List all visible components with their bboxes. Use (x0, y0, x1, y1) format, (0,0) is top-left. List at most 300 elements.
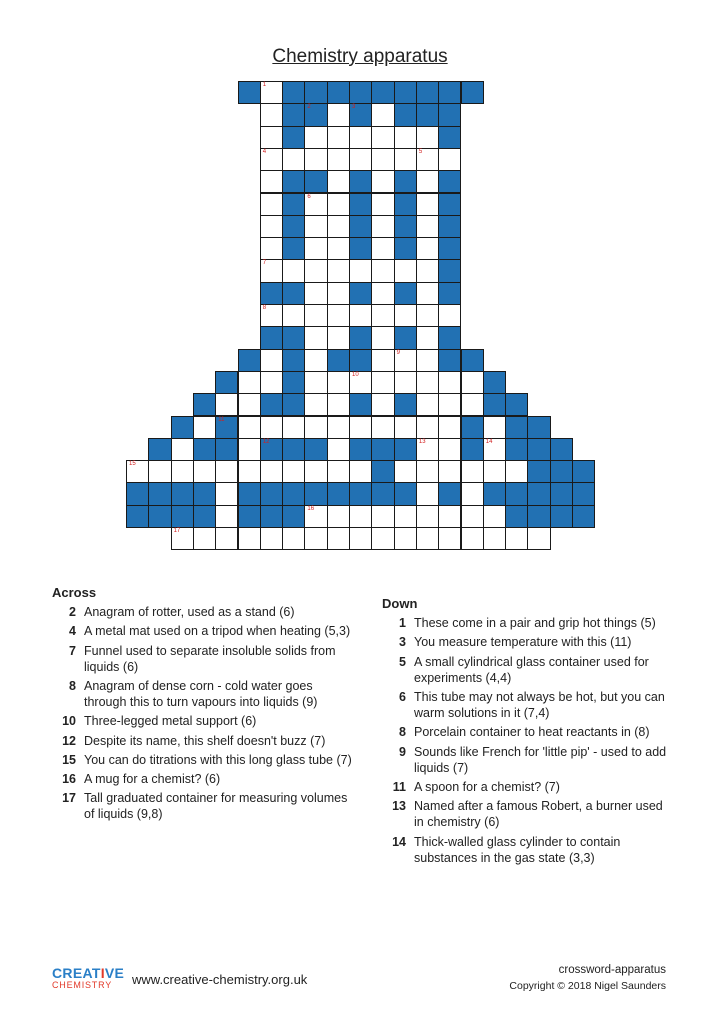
grid-cell-white[interactable] (416, 126, 439, 149)
clue-text: Sounds like French for 'little pip' - used to add liquids (7) (414, 744, 667, 775)
grid-cell-blue (416, 81, 439, 104)
down-heading: Down (382, 596, 418, 611)
logo-text: CREAT (52, 965, 101, 981)
clue-number-label: 9 (396, 349, 400, 356)
grid-cell-blue (394, 282, 417, 305)
grid-cell-white[interactable] (260, 81, 283, 104)
grid-cell-white[interactable] (438, 460, 461, 483)
grid-cell-white[interactable] (282, 304, 305, 327)
grid-cell-white[interactable] (371, 416, 394, 439)
clue-item (52, 643, 352, 675)
grid-cell-white[interactable] (483, 505, 506, 528)
grid-cell-blue (505, 482, 528, 505)
grid-cell-blue (148, 482, 171, 505)
grid-cell-white[interactable] (461, 371, 484, 394)
grid-cell-white[interactable] (438, 438, 461, 461)
clue-item (52, 713, 352, 729)
grid-cell-blue (438, 215, 461, 238)
grid-cell-white[interactable] (483, 438, 506, 461)
clue-number-label: 13 (418, 438, 426, 445)
grid-cell-white[interactable] (416, 371, 439, 394)
grid-cell-white[interactable] (371, 148, 394, 171)
grid-cell-white[interactable] (371, 282, 394, 305)
grid-cell-blue (171, 505, 194, 528)
grid-cell-blue (260, 482, 283, 505)
grid-cell-white[interactable] (260, 416, 283, 439)
grid-cell-white[interactable] (527, 527, 550, 550)
grid-cell-white[interactable] (260, 237, 283, 260)
grid-cell-white[interactable] (505, 527, 528, 550)
clue-text: These come in a pair and grip hot things (5) (414, 616, 656, 631)
grid-cell-white[interactable] (327, 237, 350, 260)
grid-cell-white[interactable] (260, 148, 283, 171)
grid-cell-white[interactable] (349, 126, 372, 149)
grid-cell-blue (349, 482, 372, 505)
grid-cell-white[interactable] (327, 304, 350, 327)
grid-cell-blue (238, 349, 261, 372)
grid-cell-white[interactable] (371, 527, 394, 550)
clue-number-label: 12 (262, 438, 270, 445)
creative-chemistry-logo (52, 965, 125, 990)
grid-cell-white[interactable] (394, 416, 417, 439)
clue-item (52, 623, 352, 639)
grid-cell-white[interactable] (327, 371, 350, 394)
grid-cell-white[interactable] (327, 215, 350, 238)
grid-cell-blue (171, 416, 194, 439)
grid-cell-blue (282, 438, 305, 461)
grid-cell-white[interactable] (416, 304, 439, 327)
grid-cell-blue (304, 170, 327, 193)
clue-item (52, 733, 352, 749)
grid-cell-blue (215, 438, 238, 461)
grid-cell-white[interactable] (327, 416, 350, 439)
clue-text: Thick-walled glass cylinder to contain substances in the gas state (3,3) (414, 834, 621, 865)
grid-cell-white[interactable] (416, 170, 439, 193)
grid-cell-white[interactable] (282, 460, 305, 483)
grid-cell-white[interactable] (126, 460, 149, 483)
grid-cell-white[interactable] (394, 371, 417, 394)
grid-cell-white[interactable] (282, 527, 305, 550)
grid-cell-white[interactable] (349, 259, 372, 282)
grid-cell-white[interactable] (349, 304, 372, 327)
clue-text: Anagram of dense corn - cold water goes through this to turn vapours into liquids (9) (84, 679, 318, 710)
grid-cell-blue (394, 438, 417, 461)
grid-cell-blue (572, 505, 595, 528)
clue-number: 7 (69, 643, 76, 658)
grid-cell-white[interactable] (394, 148, 417, 171)
grid-cell-blue (349, 282, 372, 305)
grid-cell-blue (304, 438, 327, 461)
clue-number: 16 (62, 772, 76, 787)
grid-cell-blue (394, 193, 417, 216)
grid-cell-blue (505, 438, 528, 461)
grid-cell-blue (282, 237, 305, 260)
page-title: Chemistry apparatus (272, 46, 448, 67)
grid-cell-white[interactable] (416, 460, 439, 483)
grid-cell-white[interactable] (238, 438, 261, 461)
grid-cell-white[interactable] (193, 416, 216, 439)
grid-cell-blue (327, 349, 350, 372)
grid-cell-white[interactable] (238, 393, 261, 416)
clue-number: 3 (399, 635, 406, 650)
clue-number-label: 8 (262, 305, 267, 311)
grid-cell-white[interactable] (193, 527, 216, 550)
clue-item (52, 678, 352, 710)
grid-cell-blue (550, 505, 573, 528)
grid-cell-blue (349, 349, 372, 372)
grid-cell-white[interactable] (304, 237, 327, 260)
grid-cell-blue (260, 326, 283, 349)
grid-cell-white[interactable] (260, 349, 283, 372)
grid-cell-blue (282, 505, 305, 528)
clue-item (52, 771, 352, 787)
grid-cell-blue (483, 482, 506, 505)
grid-cell-blue (550, 438, 573, 461)
grid-cell-blue (527, 416, 550, 439)
grid-cell-white[interactable] (438, 416, 461, 439)
grid-cell-blue (238, 81, 261, 104)
grid-cell-blue (394, 237, 417, 260)
grid-cell-blue (282, 482, 305, 505)
grid-cell-white[interactable] (394, 349, 417, 372)
down-clues (382, 596, 672, 869)
grid-cell-white[interactable] (304, 193, 327, 216)
grid-cell-white[interactable] (327, 259, 350, 282)
grid-cell-white[interactable] (416, 148, 439, 171)
clue-number: 13 (392, 799, 406, 814)
grid-cell-blue (505, 416, 528, 439)
grid-cell-white[interactable] (215, 505, 238, 528)
grid-cell-blue (260, 438, 283, 461)
grid-cell-white[interactable] (238, 527, 261, 550)
grid-cell-blue (260, 393, 283, 416)
grid-cell-white[interactable] (416, 416, 439, 439)
grid-cell-white[interactable] (416, 527, 439, 550)
logo-text: VE (104, 965, 125, 981)
grid-cell-white[interactable] (260, 259, 283, 282)
grid-cell-blue (282, 193, 305, 216)
grid-cell-blue (349, 193, 372, 216)
grid-cell-blue (282, 282, 305, 305)
grid-cell-white[interactable] (371, 103, 394, 126)
grid-cell-white[interactable] (304, 416, 327, 439)
grid-cell-blue (282, 126, 305, 149)
clue-number-label: 11 (218, 416, 225, 423)
grid-cell-white[interactable] (349, 416, 372, 439)
grid-cell-blue (483, 371, 506, 394)
grid-cell-white[interactable] (461, 482, 484, 505)
grid-cell-blue (193, 505, 216, 528)
clue-item (52, 790, 352, 822)
grid-cell-white[interactable] (349, 505, 372, 528)
grid-cell-blue (461, 349, 484, 372)
grid-cell-blue (282, 393, 305, 416)
grid-cell-white[interactable] (371, 304, 394, 327)
grid-cell-white[interactable] (260, 304, 283, 327)
grid-cell-white[interactable] (416, 438, 439, 461)
grid-cell-white[interactable] (349, 460, 372, 483)
clue-number: 15 (62, 752, 76, 767)
grid-cell-blue (371, 482, 394, 505)
grid-cell-white[interactable] (416, 482, 439, 505)
grid-cell-blue (193, 438, 216, 461)
grid-cell-blue (349, 81, 372, 104)
grid-cell-white[interactable] (438, 371, 461, 394)
clue-number: 12 (62, 733, 76, 748)
grid-cell-blue (238, 505, 261, 528)
grid-cell-white[interactable] (327, 103, 350, 126)
clue-item (382, 744, 672, 776)
grid-cell-white[interactable] (505, 460, 528, 483)
grid-cell-white[interactable] (371, 371, 394, 394)
grid-cell-white[interactable] (327, 505, 350, 528)
grid-cell-blue (461, 416, 484, 439)
grid-cell-white[interactable] (215, 482, 238, 505)
clue-text: Funnel used to separate insoluble solids from liquids (6) (84, 643, 336, 674)
grid-cell-white[interactable] (238, 460, 261, 483)
grid-cell-blue (371, 81, 394, 104)
clue-text: This tube may not always be hot, but you can warm solutions in it (7,4) (414, 690, 665, 721)
grid-cell-blue (327, 482, 350, 505)
grid-cell-white[interactable] (327, 527, 350, 550)
grid-cell-white[interactable] (394, 304, 417, 327)
grid-cell-blue (304, 103, 327, 126)
grid-cell-white[interactable] (416, 215, 439, 238)
grid-cell-blue (572, 460, 595, 483)
grid-cell-white[interactable] (260, 170, 283, 193)
grid-cell-white[interactable] (349, 371, 372, 394)
clue-number-label: 5 (418, 148, 423, 155)
grid-cell-blue (527, 505, 550, 528)
grid-cell-white[interactable] (304, 326, 327, 349)
grid-cell-white[interactable] (461, 393, 484, 416)
clue-number-label: 10 (352, 371, 359, 378)
clue-number-label: 15 (129, 461, 136, 468)
grid-cell-white[interactable] (371, 259, 394, 282)
clue-text: A spoon for a chemist? (7) (414, 780, 560, 795)
clue-number: 2 (69, 605, 76, 620)
grid-cell-white[interactable] (483, 460, 506, 483)
grid-cell-blue (550, 482, 573, 505)
grid-cell-white[interactable] (327, 282, 350, 305)
grid-cell-blue (282, 215, 305, 238)
grid-cell-blue (461, 81, 484, 104)
grid-cell-white[interactable] (371, 237, 394, 260)
grid-cell-white[interactable] (371, 349, 394, 372)
grid-cell-white[interactable] (327, 193, 350, 216)
website-link[interactable]: www.creative-chemistry.org.uk (132, 972, 308, 987)
grid-cell-white[interactable] (438, 148, 461, 171)
grid-cell-white[interactable] (371, 170, 394, 193)
grid-cell-blue (394, 81, 417, 104)
grid-cell-white[interactable] (327, 460, 350, 483)
clue-text: Anagram of rotter, used as a stand (6) (84, 605, 295, 620)
grid-cell-white[interactable] (304, 349, 327, 372)
across-heading: Across (52, 585, 97, 600)
grid-cell-blue (438, 126, 461, 149)
grid-cell-blue (527, 460, 550, 483)
copyright-text: Copyright © 2018 Nigel Saunders (509, 980, 666, 992)
grid-cell-white[interactable] (349, 527, 372, 550)
grid-cell-blue (126, 505, 149, 528)
grid-cell-white[interactable] (304, 215, 327, 238)
grid-cell-blue (215, 371, 238, 394)
grid-cell-blue (282, 371, 305, 394)
grid-cell-blue (193, 482, 216, 505)
grid-cell-white[interactable] (260, 126, 283, 149)
grid-cell-blue (394, 326, 417, 349)
grid-cell-white[interactable] (304, 304, 327, 327)
grid-cell-white[interactable] (282, 416, 305, 439)
clue-number: 8 (399, 725, 406, 740)
grid-cell-white[interactable] (171, 460, 194, 483)
grid-cell-white[interactable] (238, 416, 261, 439)
grid-cell-white[interactable] (304, 393, 327, 416)
grid-cell-blue (327, 81, 350, 104)
grid-cell-white[interactable] (394, 527, 417, 550)
grid-cell-blue (349, 103, 372, 126)
grid-cell-white[interactable] (416, 326, 439, 349)
grid-cell-white[interactable] (260, 215, 283, 238)
grid-cell-blue (438, 282, 461, 305)
grid-cell-white[interactable] (483, 527, 506, 550)
grid-cell-white[interactable] (416, 349, 439, 372)
grid-cell-blue (371, 438, 394, 461)
grid-cell-white[interactable] (371, 126, 394, 149)
grid-cell-white[interactable] (438, 393, 461, 416)
grid-cell-white[interactable] (282, 259, 305, 282)
grid-cell-white[interactable] (416, 237, 439, 260)
grid-cell-white[interactable] (304, 460, 327, 483)
grid-cell-blue (527, 482, 550, 505)
grid-cell-blue (171, 482, 194, 505)
grid-cell-white[interactable] (327, 126, 350, 149)
grid-cell-white[interactable] (416, 259, 439, 282)
grid-cell-white[interactable] (483, 416, 506, 439)
clue-number: 9 (399, 744, 406, 759)
grid-cell-white[interactable] (371, 215, 394, 238)
grid-cell-white[interactable] (371, 193, 394, 216)
grid-cell-white[interactable] (327, 438, 350, 461)
grid-cell-blue (126, 482, 149, 505)
grid-cell-white[interactable] (148, 460, 171, 483)
grid-cell-blue (282, 103, 305, 126)
clue-item (52, 752, 352, 768)
grid-cell-white[interactable] (260, 193, 283, 216)
grid-cell-white[interactable] (215, 460, 238, 483)
grid-cell-white[interactable] (438, 505, 461, 528)
clue-number-label: 17 (173, 528, 181, 534)
grid-cell-blue (550, 460, 573, 483)
grid-cell-blue (260, 282, 283, 305)
grid-cell-white[interactable] (171, 438, 194, 461)
clue-text: Named after a famous Robert, a burner used in chemistry (6) (414, 799, 663, 830)
grid-cell-white[interactable] (438, 304, 461, 327)
clue-number-label: 6 (307, 193, 311, 200)
logo-text: I (100, 965, 105, 981)
clue-number-label: 1 (262, 82, 267, 88)
clue-item (382, 798, 672, 830)
grid-cell-white[interactable] (260, 527, 283, 550)
grid-cell-white[interactable] (304, 148, 327, 171)
grid-cell-white[interactable] (327, 326, 350, 349)
grid-cell-white[interactable] (416, 505, 439, 528)
grid-cell-white[interactable] (215, 393, 238, 416)
clue-number: 4 (69, 624, 76, 639)
grid-cell-white[interactable] (171, 527, 194, 550)
grid-cell-blue (371, 460, 394, 483)
grid-cell-white[interactable] (371, 326, 394, 349)
grid-cell-white[interactable] (394, 460, 417, 483)
grid-cell-white[interactable] (461, 460, 484, 483)
clue-number: 5 (399, 654, 406, 669)
grid-cell-white[interactable] (260, 103, 283, 126)
grid-cell-white[interactable] (304, 527, 327, 550)
grid-cell-white[interactable] (304, 259, 327, 282)
grid-cell-blue (148, 438, 171, 461)
logo-subtext: CHEMISTRY (52, 980, 113, 990)
grid-cell-white[interactable] (304, 505, 327, 528)
grid-cell-white[interactable] (304, 282, 327, 305)
grid-cell-white[interactable] (238, 371, 261, 394)
grid-cell-white[interactable] (416, 282, 439, 305)
grid-cell-blue (438, 326, 461, 349)
clue-text: You measure temperature with this (11) (414, 635, 632, 650)
grid-cell-white[interactable] (304, 126, 327, 149)
grid-cell-blue (527, 438, 550, 461)
clue-number-label: 14 (485, 438, 493, 445)
grid-cell-blue (438, 482, 461, 505)
grid-cell-white[interactable] (327, 170, 350, 193)
clue-item (382, 654, 672, 686)
grid-cell-blue (438, 259, 461, 282)
grid-cell-blue (572, 482, 595, 505)
grid-cell-white[interactable] (193, 460, 216, 483)
grid-cell-white[interactable] (371, 393, 394, 416)
clue-number: 1 (399, 616, 406, 631)
grid-cell-blue (505, 393, 528, 416)
grid-cell-white[interactable] (394, 505, 417, 528)
grid-cell-white[interactable] (416, 393, 439, 416)
grid-cell-white[interactable] (394, 126, 417, 149)
clue-number: 17 (62, 791, 76, 806)
grid-cell-white[interactable] (438, 527, 461, 550)
clue-text: You can do titrations with this long glass tube (7) (84, 752, 352, 767)
clue-text: Despite its name, this shelf doesn't buzz (7) (84, 733, 326, 748)
clue-text: A metal mat used on a tripod when heating (5,3) (84, 624, 351, 639)
grid-cell-white[interactable] (349, 148, 372, 171)
grid-cell-white[interactable] (327, 393, 350, 416)
grid-cell-white[interactable] (327, 148, 350, 171)
grid-cell-white[interactable] (260, 460, 283, 483)
grid-cell-white[interactable] (461, 505, 484, 528)
grid-cell-white[interactable] (282, 148, 305, 171)
grid-cell-white[interactable] (215, 527, 238, 550)
grid-cell-white[interactable] (416, 193, 439, 216)
clue-item (382, 724, 672, 740)
grid-cell-blue (349, 237, 372, 260)
grid-cell-blue (438, 237, 461, 260)
grid-cell-white[interactable] (394, 259, 417, 282)
grid-cell-white[interactable] (260, 371, 283, 394)
grid-cell-white[interactable] (461, 527, 484, 550)
grid-cell-blue (304, 81, 327, 104)
clue-item (382, 634, 672, 650)
clue-number-label: 7 (262, 260, 267, 267)
grid-cell-white[interactable] (304, 371, 327, 394)
clue-item (382, 779, 672, 795)
grid-cell-white[interactable] (371, 505, 394, 528)
